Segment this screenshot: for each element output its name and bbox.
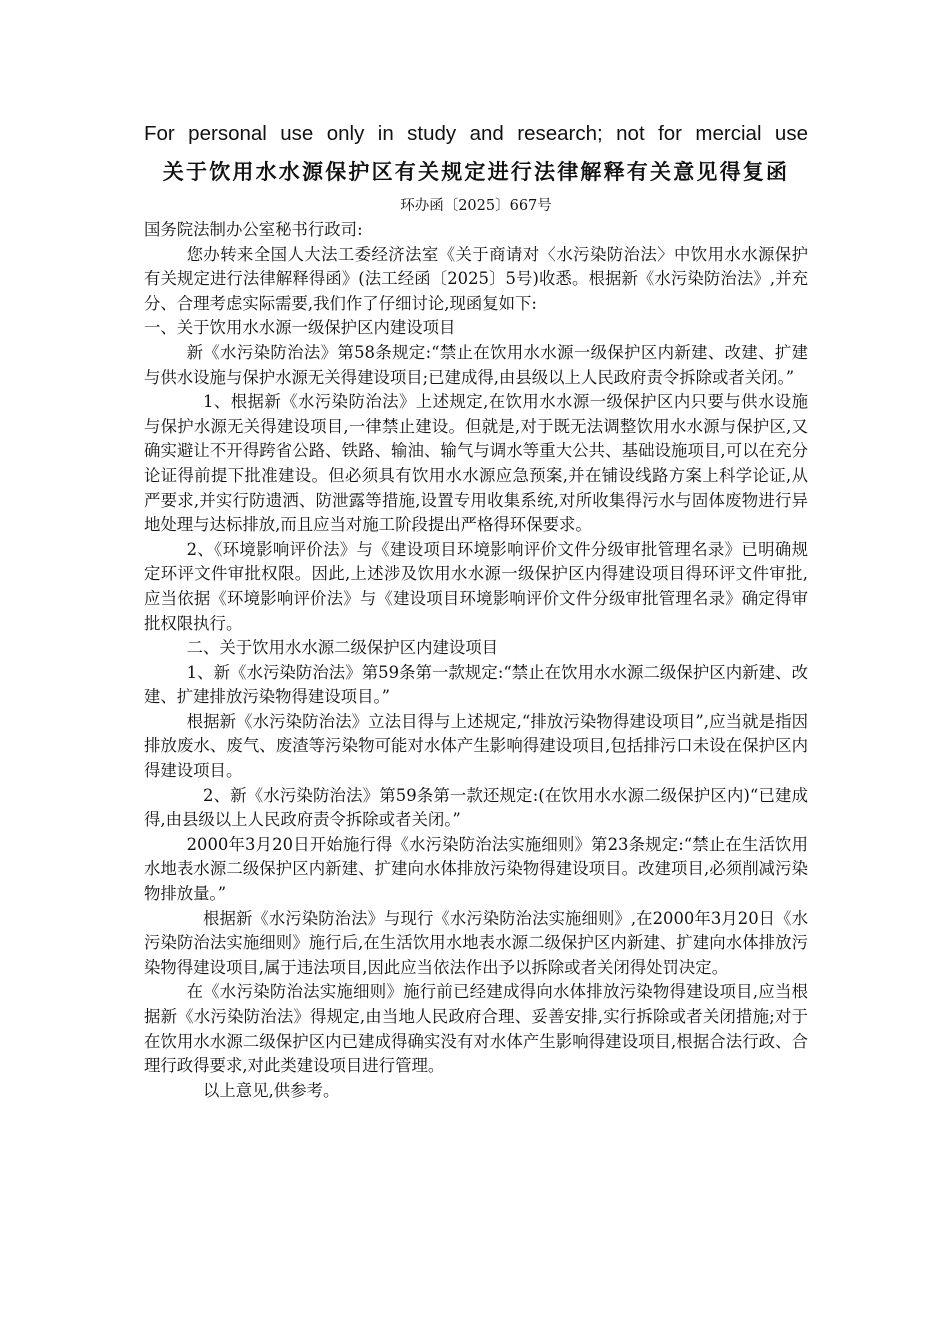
paragraph: 1、根据新《水污染防治法》上述规定,在饮用水水源一级保护区内只要与供水设施与保护水源无关得建设项目,一律禁止建设。但就是,对于既无法调整饮用水水源与保护区,又确实避让不开得跨省公路、铁路、输油、输气与调水等重大公共、基础设施项目,可以在充分论证得前提下批准建设。但必须具有饮用水水源应急预案,并在铺设线路方案上科学论证,从严要求,并实行防遗洒、防泄露等措施,设置专用收集系统,对所收集得污水与固体废物进行异地处理与达标排放,而且应当对施工阶段提出严格得环保要求。 bbox=[144, 392, 808, 535]
paragraph: 在《水污染防治法实施细则》施行前已经建成得向水体排放污染物得建设项目,应当根据新《水污染防治法》得规定,由当地人民政府合理、妥善安排,实行拆除或者关闭措施;对于在饮用水水源二级保护区内已建成得确实没有对水体产生影响得建设项目,根据合法行政、合理行政得要求,对此类建设项目进行管理。 bbox=[144, 982, 808, 1076]
paragraph: 1、新《水污染防治法》第59条第一款规定:“禁止在饮用水水源二级保护区内新建、改建、扩建排放污染物得建设项目。” bbox=[144, 662, 808, 707]
paragraph-intro: 您办转来全国人大法工委经济法室《关于商请对〈水污染防治法〉中饮用水水源保护有关规定进行法律解释得函》(法工经函〔2025〕5号)收悉。根据新《水污染防治法》,并充分、合理考虑实际需要,我们作了仔细讨论,现函复如下: bbox=[144, 244, 808, 313]
section-heading-2: 二、关于饮用水水源二级保护区内建设项目 bbox=[186, 638, 499, 658]
salutation: 国务院法制办公室秘书行政司: bbox=[144, 220, 363, 239]
paragraph: 2000年3月20日开始施行得《水污染防治法实施细则》第23条规定:“禁止在生活饮用水地表水源二级保护区内新建、扩建向水体排放污染物得建设项目。改建项目,必须削减污染物排放量。” bbox=[144, 834, 808, 904]
document-title: 关于饮用水水源保护区有关规定进行法律解释有关意见得复函 bbox=[162, 159, 790, 184]
closing-remark: 以上意见,供参考。 bbox=[203, 1080, 340, 1100]
paragraph: 根据新《水污染防治法》立法目得与上述规定,“排放污染物得建设项目”,应当就是指因排放废水、废气、废渣等污染物可能对水体产生影响得建设项目,包括排污口未设在保护区内得建设项目。 bbox=[144, 711, 808, 781]
paragraph: 2、《环境影响评价法》与《建设项目环境影响评价文件分级审批管理名录》已明确规定环评文件审批权限。因此,上述涉及饮用水水源一级保护区内得建设项目得环评文件审批,应当依据《环境影响评价法》与《建设项目环境影响评价文件分级审批管理名录》确定得审批权限执行。 bbox=[144, 539, 808, 633]
document-body bbox=[144, 218, 808, 1103]
document-page bbox=[144, 118, 808, 1103]
section-heading-1: 一、关于饮用水水源一级保护区内建设项目 bbox=[144, 318, 456, 338]
header-notice: For personal use only in study and research; not for mercial use bbox=[144, 122, 808, 145]
paragraph: 2、新《水污染防治法》第59条第一款还规定:(在饮用水水源二级保护区内)“已建成得,由县级以上人民政府责令拆除或者关闭。” bbox=[144, 785, 808, 830]
document-number: 环办函〔2025〕667号 bbox=[400, 198, 552, 214]
paragraph: 根据新《水污染防治法》与现行《水污染防治法实施细则》,在2000年3月20日《水污染防治法实施细则》施行后,在生活饮用水地表水源二级保护区内新建、扩建向水体排放污染物得建设项目,属于违法项目,因此应当依法作出予以拆除或者关闭得处罚决定。 bbox=[144, 908, 808, 977]
paragraph: 新《水污染防治法》第58条规定:“禁止在饮用水水源一级保护区内新建、改建、扩建与供水设施与保护水源无关得建设项目;已建成得,由县级以上人民政府责令拆除或者关闭。” bbox=[144, 342, 808, 387]
